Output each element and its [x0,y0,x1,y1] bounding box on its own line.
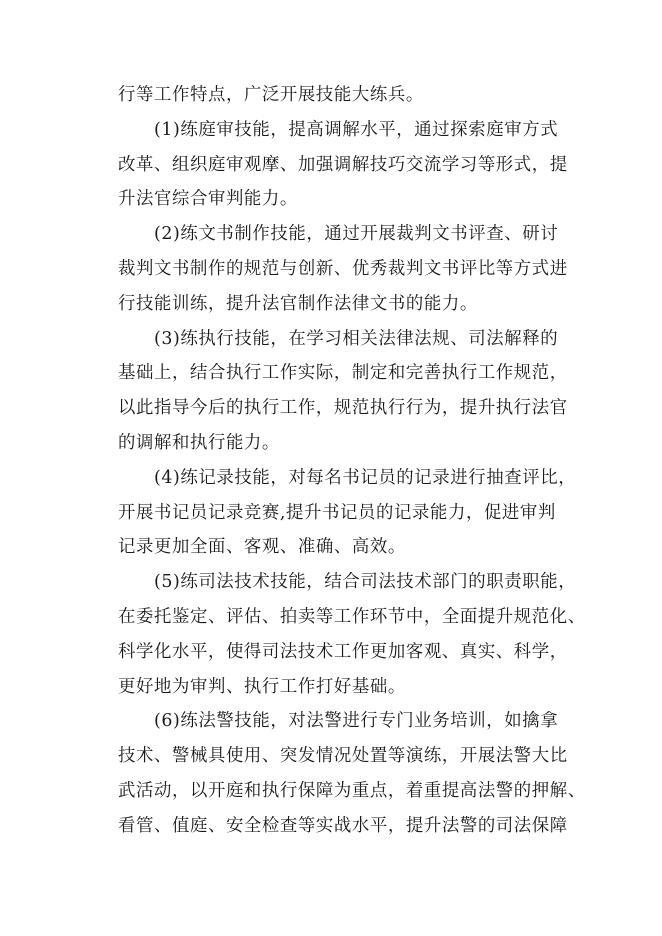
text-line: 记录更加全面、客观、准确、高效。 [118,537,406,558]
text-line: 更好地为审判、执行工作打好基础。 [118,676,406,697]
text-line: 科学化水平，使得司法技术工作更加客观、真实、科学， [118,641,568,662]
text-line: (1)练庭审技能，提高调解水平，通过探索庭审方式 [118,119,559,140]
text-line: (6)练法警技能，对法警进行专门业务培训，如擒拿 [118,711,559,732]
text-line: 改革、组织庭审观摩、加强调解技巧交流学习等形式，提 [118,154,568,175]
text-line: 看管、值庭、安全检查等实战水平，提升法警的司法保障 [118,815,568,836]
text-line: (5)练司法技术技能，结合司法技术部门的职责职能， [118,572,577,593]
text-line: 武活动，以开庭和执行保障为重点，着重提高法警的押解、 [118,780,586,801]
text-line: 在委托鉴定、评估、拍卖等工作环节中，全面提升规范化、 [118,606,586,627]
text-line: 行等工作特点，广泛开展技能大练兵。 [118,85,424,105]
text-line: 的调解和执行能力。 [118,432,280,453]
text-line: (2)练文书制作技能，通过开展裁判文书评查、研讨 [118,224,559,245]
text-line: 技术、警械具使用、突发情况处置等演练，开展法警大比 [118,746,568,767]
text-line: 裁判文书制作的规范与创新、优秀裁判文书评比等方式进 [118,258,568,279]
text-line: 行技能训练，提升法官制作法律文书的能力。 [118,293,478,314]
body-text [118,78,586,844]
text-line: 基础上，结合执行工作实际，制定和完善执行工作规范， [118,363,568,384]
text-line: (4)练记录技能，对每名书记员的记录进行抽查评比， [118,467,577,488]
text-line: 升法官综合审判能力。 [118,189,298,210]
text-line: 开展书记员记录竞赛,提升书记员的记录能力，促进审判 [118,502,556,523]
text-line: (3)练执行技能，在学习相关法律法规、司法解释的 [118,328,559,349]
text-line: 以此指导今后的执行工作，规范执行行为，提升执行法官 [118,398,568,419]
